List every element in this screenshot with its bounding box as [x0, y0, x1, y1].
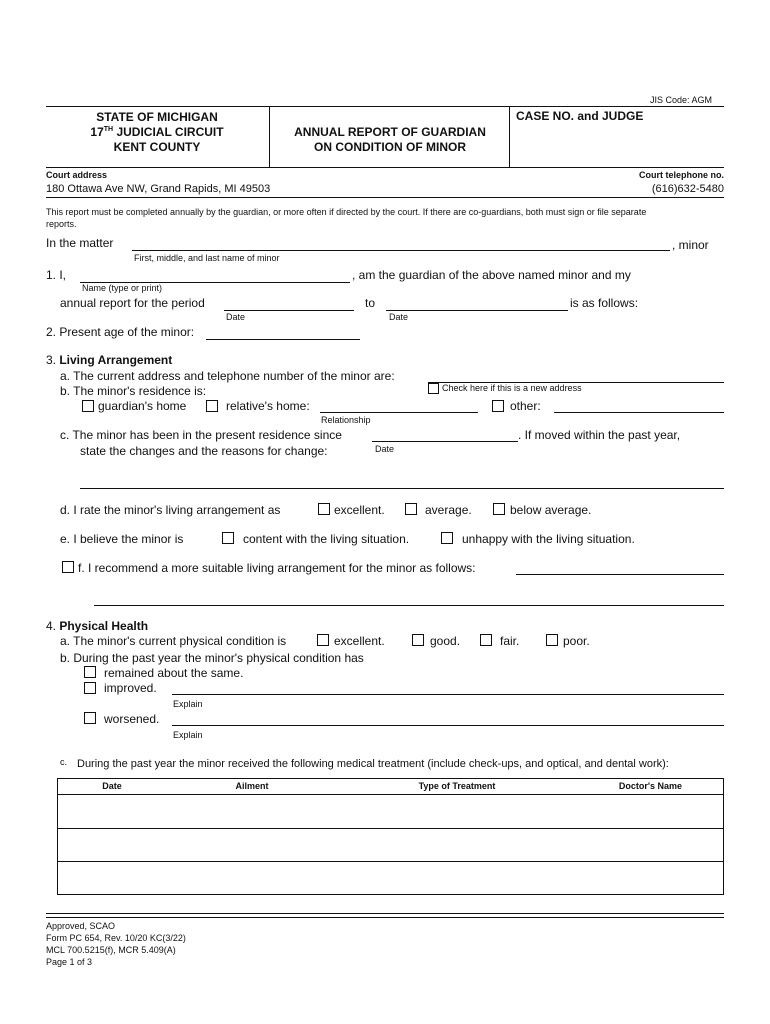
period-end-field[interactable] — [386, 310, 568, 311]
intro-line1: This report must be completed annually by the guardian, or more often if directed by the court. If there are co-guardians, both must sign or file separate — [46, 207, 647, 217]
court-address-label: Court address — [46, 170, 108, 180]
believe-label: e. I believe the minor is — [60, 532, 184, 546]
recommend-field-2[interactable] — [94, 605, 724, 606]
cond-good-label: good. — [430, 634, 461, 648]
court-address: 180 Ottawa Ave NW, Grand Rapids, MI 49503 — [46, 183, 271, 195]
footer-rule-2 — [46, 917, 724, 918]
residence-label: b. The minor's residence is: — [60, 384, 207, 398]
unhappy-checkbox[interactable] — [441, 532, 453, 544]
improved-explain-caption: Explain — [173, 699, 203, 709]
period-start-caption: Date — [226, 312, 246, 322]
changes-label: state the changes and the reasons for change: — [80, 444, 328, 458]
guardian-name-caption: Name (type or print) — [82, 283, 163, 293]
relationship-caption: Relationship — [321, 415, 371, 425]
table-header-date: Date — [102, 781, 122, 791]
table-header-rule — [57, 794, 724, 795]
minor-name-caption: First, middle, and last name of minor — [134, 253, 280, 263]
cond-poor-label: poor. — [563, 634, 590, 648]
case-no-field[interactable] — [511, 124, 723, 166]
improved-label: improved. — [104, 681, 157, 695]
table-header-doctor: Doctor's Name — [618, 781, 683, 791]
rate-average-label: average. — [425, 503, 472, 517]
item1-guardian-text: , am the guardian of the above named minor and my — [352, 268, 631, 282]
age-label: 2. Present age of the minor: — [46, 325, 195, 339]
rate-below-label: below average. — [510, 503, 592, 517]
other-checkbox[interactable] — [492, 400, 504, 412]
intro-line2: reports. — [46, 219, 77, 229]
state-name: STATE OF MICHIGAN — [96, 110, 218, 124]
county-name: KENT COUNTY — [113, 140, 201, 154]
new-address-checkbox[interactable] — [428, 383, 439, 394]
treatment-label: During the past year the minor received the following medical treatment (include check-ups, and optical, and dental work): — [77, 758, 669, 770]
residence-since-caption: Date — [375, 444, 395, 454]
header-top-rule — [46, 106, 724, 107]
table-header-ailment: Ailment — [235, 781, 269, 791]
footer-rule-1 — [46, 913, 724, 914]
recommend-field-1[interactable] — [516, 574, 724, 575]
recommend-label: f. I recommend a more suitable living arrangement for the minor as follows: — [78, 561, 476, 575]
form-title-line1: ANNUAL REPORT OF GUARDIAN — [294, 125, 486, 139]
moved-label: . If moved within the past year, — [518, 428, 681, 442]
footer-mcl: MCL 700.5215(f), MCR 5.409(A) — [46, 945, 176, 955]
rate-excellent-checkbox[interactable] — [318, 503, 330, 515]
cond-excellent-checkbox[interactable] — [317, 634, 329, 646]
residence-since-label: c. The minor has been in the present residence since — [60, 428, 342, 442]
relative-home-checkbox[interactable] — [206, 400, 218, 412]
court-phone-label: Court telephone no. — [639, 170, 724, 180]
recommend-checkbox[interactable] — [62, 561, 74, 573]
content-checkbox[interactable] — [222, 532, 234, 544]
improved-checkbox[interactable] — [84, 682, 96, 694]
content-label: content with the living situation. — [243, 532, 410, 546]
rate-label: d. I rate the minor's living arrangement as — [60, 503, 281, 517]
other-label: other: — [510, 399, 541, 413]
table-row[interactable] — [58, 863, 723, 894]
period-follows: is as follows: — [570, 296, 639, 310]
other-field[interactable] — [554, 412, 724, 413]
minor-suffix: , minor — [672, 238, 709, 252]
relative-home-label: relative's home: — [226, 399, 310, 413]
footer-page: Page 1 of 3 — [46, 957, 93, 967]
same-label: remained about the same. — [104, 666, 244, 680]
minor-name-field[interactable] — [132, 250, 670, 251]
guardian-home-label: guardian's home — [98, 399, 187, 413]
condition-change-label: b. During the past year the minor's physical condition has — [60, 651, 364, 665]
residence-since-field[interactable] — [372, 441, 518, 442]
table-row[interactable] — [58, 796, 723, 828]
address-phone-label: a. The current address and telephone number of the minor are: — [60, 369, 395, 383]
cond-fair-checkbox[interactable] — [480, 634, 492, 646]
table-row-rule — [57, 861, 724, 862]
condition-label: a. The minor's current physical condition is — [60, 634, 287, 648]
worsened-explain-caption: Explain — [173, 730, 203, 740]
jis-code: JIS Code: AGM — [650, 95, 713, 105]
table-header-treatment: Type of Treatment — [418, 781, 496, 791]
table-row-rule — [57, 828, 724, 829]
item4-heading: 4. Physical Health — [46, 619, 149, 633]
footer-form-number: Form PC 654, Rev. 10/20 KC(3/22) — [46, 933, 186, 943]
matter-label: In the matter — [46, 236, 114, 250]
relationship-field[interactable] — [320, 412, 478, 413]
circuit-name: 17TH JUDICIAL CIRCUIT — [90, 125, 224, 139]
cond-excellent-label: excellent. — [334, 634, 385, 648]
case-no-label: CASE NO. and JUDGE — [516, 109, 644, 123]
new-address-label: Check here if this is a new address — [442, 383, 582, 393]
period-to: to — [365, 296, 376, 310]
treatment-letter: c. — [60, 757, 68, 767]
worsened-checkbox[interactable] — [84, 712, 96, 724]
item3-heading: 3. Living Arrangement — [46, 353, 173, 367]
unhappy-label: unhappy with the living situation. — [462, 532, 635, 546]
worsened-label: worsened. — [104, 712, 160, 726]
changes-field[interactable] — [80, 488, 724, 489]
period-start-field[interactable] — [224, 310, 354, 311]
guardian-home-checkbox[interactable] — [82, 400, 94, 412]
period-label: annual report for the period — [60, 296, 205, 310]
cond-poor-checkbox[interactable] — [546, 634, 558, 646]
rate-average-checkbox[interactable] — [405, 503, 417, 515]
period-end-caption: Date — [389, 312, 409, 322]
rate-below-checkbox[interactable] — [493, 503, 505, 515]
table-row[interactable] — [58, 830, 723, 862]
improved-explain-field[interactable] — [172, 694, 724, 695]
age-field[interactable] — [206, 339, 360, 340]
court-rule — [46, 197, 724, 198]
item1-prefix: 1. I, — [46, 268, 67, 282]
same-checkbox[interactable] — [84, 666, 96, 678]
rate-excellent-label: excellent. — [334, 503, 385, 517]
cond-good-checkbox[interactable] — [412, 634, 424, 646]
court-phone: (616)632-5480 — [651, 183, 724, 195]
header-bottom-rule — [46, 167, 724, 168]
footer-approved: Approved, SCAO — [46, 921, 116, 931]
worsened-explain-field[interactable] — [172, 725, 724, 726]
form-title-line2: ON CONDITION OF MINOR — [314, 140, 466, 154]
cond-fair-label: fair. — [500, 634, 520, 648]
